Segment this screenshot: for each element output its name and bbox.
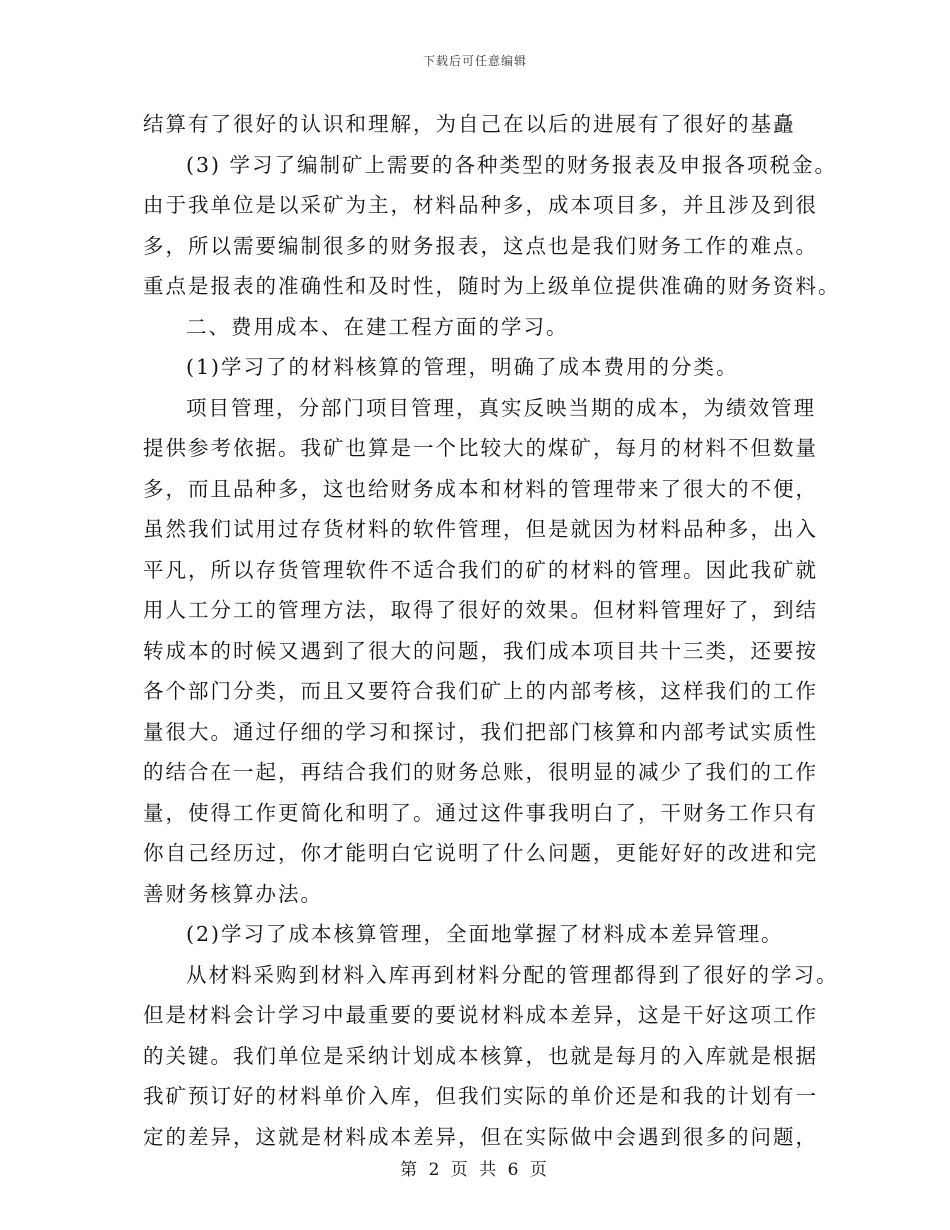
paragraph-line: 的关键。我们单位是采纳计划成本核算，也就是每月的入库就是根据 [143,1043,818,1068]
subsection-heading: (1)学习了的材料核算的管理，明确了成本费用的分类。 [186,355,739,379]
paragraph-line: 由于我单位是以采矿为主，材料品种多，成本项目多，并且涉及到很 [143,193,818,217]
paragraph-line: 转成本的时候又遇到了很大的问题，我们成本项目共十三类，还要按 [143,638,818,663]
page-number-footer: 第 2 页 共 6 页 [400,1160,550,1180]
paragraph-line: 的结合在一起，再结合我们的财务总账，很明显的减少了我们的工作 [143,760,818,784]
paragraph-line: 各个部门分类，而且又要符合我们矿上的内部考核，这样我们的工作 [143,679,818,703]
paragraph-line: (3) 学习了编制矿上需要的各种类型的财务报表及申报各项税金。 [186,152,838,177]
subsection-heading: (2)学习了成本核算管理，全面地掌握了材料成本差异管理。 [186,922,784,946]
paragraph-line: 多，所以需要编制很多的财务报表，这点也是我们财务工作的难点。 [143,233,818,258]
paragraph-line: 多，而且品种多，这也给财务成本和材料的管理带来了很大的不便， [143,476,818,501]
paragraph-line: 从材料采购到材料入库再到材料分配的管理都得到了很好的学习。 [186,962,839,987]
document-body [143,104,841,1157]
paragraph-line: 重点是报表的准确性和及时性，随时为上级单位提供准确的财务资料。 [143,274,841,298]
paragraph-line: 善财务核算办法。 [143,881,323,906]
paragraph-line: 我矿预订好的材料单价入库，但我们实际的单价还是和我的计划有一 [143,1084,818,1108]
paragraph-line: 结算有了很好的认识和理解，为自己在以后的进展有了很好的基矗 [143,112,796,136]
paragraph-line: 平凡，所以存货管理软件不适合我们的矿的材料的管理。因此我矿就 [143,557,818,582]
page-header-note: 下载后可任意编辑 [422,54,527,68]
paragraph-line: 你自己经历过，你才能明白它说明了什么问题，更能好好的改进和完 [143,841,818,865]
paragraph-line: 但是材料会计学习中最重要的要说材料成本差异，这是干好这项工作 [143,1003,818,1027]
paragraph-line: 定的差异，这就是材料成本差异，但在实际做中会遇到很多的问题， [143,1124,818,1149]
paragraph-line: 量很大。通过仔细的学习和探讨，我们把部门核算和内部考试实质性 [143,719,818,744]
paragraph-line: 量，使得工作更简化和明了。通过这件事我明白了，干财务工作只有 [143,800,818,825]
paragraph-line: 提供参考依据。我矿也算是一个比较大的煤矿，每月的材料不但数量 [143,436,818,460]
paragraph-line: 虽然我们试用过存货材料的软件管理，但是就因为材料品种多，出入 [143,517,818,541]
paragraph-line: 项目管理，分部门项目管理，真实反映当期的成本，为绩效管理 [186,395,816,420]
paragraph-line: 用人工分工的管理方法，取得了很好的效果。但材料管理好了，到结 [143,598,818,622]
section-heading: 二、费用成本、在建工程方面的学习。 [186,314,569,339]
